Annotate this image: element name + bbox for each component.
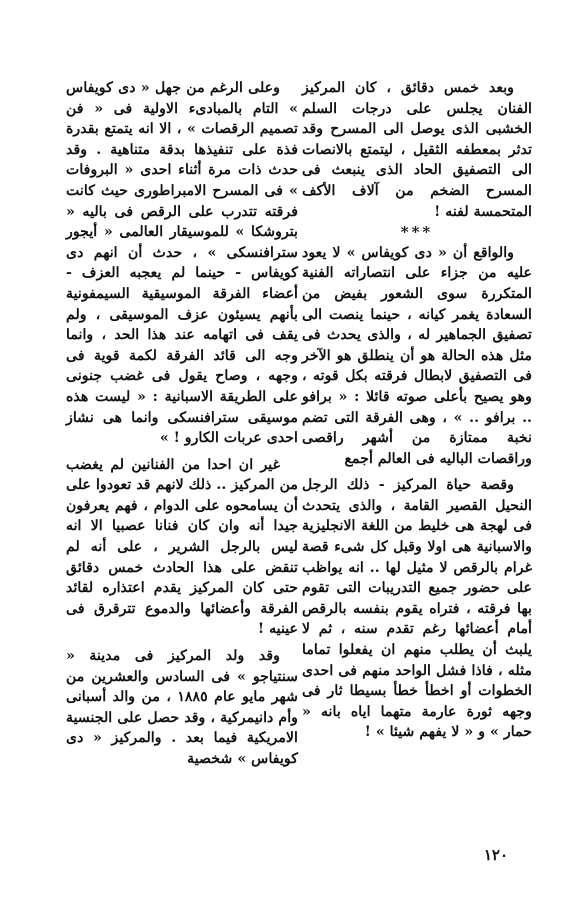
section-separator: *** — [400, 223, 434, 242]
page-number: ١٢٠ — [483, 846, 508, 864]
paragraph: والواقع أن « دى كويفاس » لا يعود عليه من جزاء على انتصاراته الفنية المتكررة سوى الشعور بفيض من السعادة يغمر كيانه ، حينما ينصت الى تصفيق الجماهير له ، والذى يحدث فى مثل هذه الحالة هو أن ينطلق هو الآخر فى التصفيق لابطال فرقته بكل قوته ، وهو يصيح بأعلى صوته قائلا : « برافو .. برافو .. » ، وهى الفرقة التى تضم نخبة ممتازة من أشهر راقصى وراقصات الباليه فى العالم أجمع — [302, 244, 532, 467]
left-column — [66, 78, 298, 770]
paragraph: وعلى الرغم من جهل « دى كويفاس » التام بالمبادىء الاولية فى « فن تصميم الرقصات » ، الا انه يتمتع بقدرة فذة على تنفيذها بدقة متناهية . وقد حدث ذات مرة أثناء احدى « البروفات » فى المسرح الامبراطورى حيث كانت فرقته تتدرب على الرقص فى باليه « بتروشكا » للموسيقار العالمى « أيجور سترافنسكى » ، حدث أن انهم دى كويفاس - حينما لم يعجبه العزف - أعضاء الفرقة الموسيقية السيمفونية بأنهم يسيئون عزف الموسيقى ، ولم يقف فى اتهامه عند هذا الحد ، وانما وجه الى قائد الفرقة لكمة قوية فى وجهه ، وصاح يقول فى غضب جنونى على الطريقة الاسبانية : « ليست هذه موسيقى سترافنسكى وانما هى نشاز احدى عربات الكارو ! » — [66, 80, 298, 447]
paragraph: وقد ولد المركيز فى مدينة « سنتياجو » فى السادس والعشرين من شهر مايو عام ١٨٨٥ ، من والد أسبانى وأم دانيمركية ، وقد حصل على الجنسية الامريكية فيما بعد . والمركيز « دى كويفاس » شخصية — [66, 648, 298, 767]
paragraph: وقصة حياة المركيز - ذلك الرجل النحيل القصير القامة ، والذى يتحدث فى لهجة هى خليط من اللغة الانجليزية والاسبانية هى اولا وقبل كل شىء قصة غرام بالرقص لا مثيل لها .. انه يواظب على حضور جميع التدريبات التى تقوم بها فرقته ، فتراه يقوم بنفسه بالرقص أمام أعضائها رغم تقدم سنه ، ثم لا يلبث أن يطلب منهم ان يفعلوا تماما مثله ، فاذا فشل الواحد منهم فى احدى الخطوات أو اخطأ خطأ بسيطا ثار فى وجهه ثورة عارمة متهما اياه بانه « حمار » و « لا يفهم شيئا » ! — [302, 477, 532, 741]
right-column — [302, 78, 532, 743]
paragraph: وبعد خمس دقائق ، كان المركيز الفنان يجلس على درجات السلم الخشبى الذى يوصل الى المسرح وقد تدثر بمعطفه الثقيل ، ليتمتع بالانصات الى التصفيق الحاد الذى ينبعث فى المسرح الضخم من آلاف الأكف المتحمسة لفنه ! — [302, 80, 532, 220]
paragraph: غير ان احدا من الفنانين لم يغضب من المركيز .. ذلك لانهم قد تعودوا على أن يسامحوه على الدوام ، فهم يعرفون جيدا أنه وان كان فنانا عصبيا الا انه ليس بالرجل الشرير ، على أنه لم تنقض على هذا الحادث خمس دقائق حتى كان المركيز يقدم اعتذاره لقائد الفرقة وأعضائها والدموع تترقرق فى عينيه ! — [66, 456, 298, 638]
